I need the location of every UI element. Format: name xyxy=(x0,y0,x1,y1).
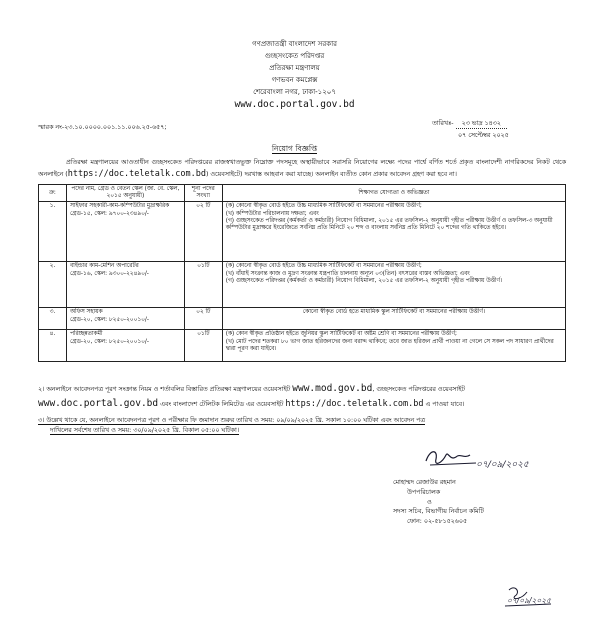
signatory-name: মোহাম্মদ রেজাউর রহমান xyxy=(393,479,456,486)
address-line-2: শেরেবাংলা নগর, ঢাকা-১২০৭ xyxy=(253,88,336,96)
qualification-item: (খ) বাঁধাই সংক্রান্ত কাজ ও মুদ্রণ সংক্রান্ত যন্ত্রপাতি চালনায় অন্যূন ০৩(তিন) বৎসরের বাস্তব অভিজ্ঞতা; এবং xyxy=(225,270,470,277)
row-vacancy: ০২ টি xyxy=(184,202,222,262)
date-bangla: ২৩ ভাদ্র ১৪৩২ xyxy=(456,120,507,129)
deadline-line-2: দাখিলের সর্বশেষ তারিখ ও সময়: ৩০/০৯/২০২৫ খ্রি. বিকাল ০৫:০০ ঘটিকা। xyxy=(50,427,240,435)
initial-stamp xyxy=(501,582,557,610)
row-vacancy: ০২ টি xyxy=(184,308,222,330)
intro-paragraph: প্রতিরক্ষা মন্ত্রণালয়ের আওতাধীন গুচ্ছসংকেত পরিদপ্তরের রাজস্বখাতভুক্ত নিম্নোক্ত পদসমূহে অস্থায়ীভাবে সরাসরি নিয়োগের লক্ষ্যে পদের পার্শ্বে বর্ণিত শর্তে প্রকৃত বাংলাদেশী নাগরিকদের নিকট থেকে অনলাইনে (https://doc.teletalk.com.bd) ওয়েবসাইটে) দরখাস্ত আহবান করা যাচ্ছে। অনলাইন ব্যতীত কোন প্রকার আবেদন গ্রহণ করা হবে না। xyxy=(38,159,566,179)
table-row xyxy=(39,262,566,308)
row-qualification xyxy=(222,202,565,262)
date-english: ০৭ সেপ্টেম্বর ২০২৫ xyxy=(458,132,509,139)
date-label: তারিখঃ- xyxy=(432,120,454,127)
row-qualification xyxy=(222,330,565,362)
qualification-item: (ক) কোনো স্বীকৃত বোর্ড হইতে উচ্চ মাধ্যমিক সার্টিফিকেট বা সমমানের পরীক্ষায় উত্তীর্ণ; xyxy=(225,263,422,270)
table-row xyxy=(39,202,566,262)
signatory-title: উপপরিচালক xyxy=(407,488,441,496)
header-serial: ক্র: xyxy=(39,185,67,202)
header-vacancy: শূন্য পদের সংখ্যা xyxy=(184,185,222,202)
signatory-and: ও xyxy=(427,498,432,506)
doc-website-link[interactable]: www.doc.portal.gov.bd xyxy=(38,398,159,410)
qualification-item: কোনো স্বীকৃত বোর্ড হতে মাধ্যমিক স্কুল সার্টিফিকেট বা সমমানের পরীক্ষায় উত্তীর্ণ। xyxy=(302,309,485,316)
post-name: সাইফার সহকারী-কাম-কম্পিউটার মুদ্রাক্ষরিক xyxy=(69,203,170,210)
header-qualification: শিক্ষাগত যোগ্যতা ও অভিজ্ঞতা xyxy=(222,185,565,202)
department-name: গুচ্ছসংকেত পরিদপ্তর xyxy=(264,52,325,60)
row-post xyxy=(66,308,184,330)
table-row xyxy=(39,330,566,362)
qualification-item: (ক) কোন স্বীকৃত প্রতিষ্ঠান হইতে জুনিয়র স্কুল সার্টিফিকেট বা অষ্টম শ্রেণি বা সমমানের পরীক্ষায় উত্তীর্ণ; xyxy=(225,331,457,338)
address-line-1: গণভবন কমপ্লেক্স xyxy=(271,76,318,84)
row-vacancy: ০১টি xyxy=(184,330,222,362)
qualification-item: (খ) কম্পিউটার পরিচালনায় দক্ষতা; এবং xyxy=(225,210,319,217)
qualification-item: (গ) গুচ্ছসংকেত পরিদপ্তর (কর্মকর্তা ও কর্মচারী) নিয়োগ বিধিমালা, ২০১৫ এর তফসিল-২ অনুযায়ী গৃহীত পরীক্ষায় উত্তীর্ণ। xyxy=(225,277,503,284)
table-row xyxy=(39,308,566,330)
post-grade: গ্রেড-২০, স্কেল: ৮২৫০-২০০১০/- xyxy=(69,316,149,323)
signatory-block xyxy=(393,478,543,527)
instructions-paragraph: ২। অনলাইনে আবেদনপত্র পূরণ সংক্রান্ত নিয়ম ও শর্তাবলির বিস্তারিত প্রতিরক্ষা মন্ত্রণালয়ের ওয়েবসাইট www.mod.gov.bd, গুচ্ছসংকেত পরিদপ্তরের ওয়েবসাইট www.doc.portal.gov.bd এবং বাংলাদেশ টেলিটক লিমিটেড এর ওয়েবসাইট https://doc.teletalk.com.bd এ পাওয়া যাবে। xyxy=(38,383,465,410)
deadline-line-1: ৩। উল্লেখ থাকে যে, অনলাইনে আবেদনপত্র পূরণ ও পরীক্ষার ফি জমাদান শুরুর তারিখ ও সময়: ০৯/০৯/২০২৫ খ্রি. সকাল ১০:০০ ঘটিকা এবং আবেদন পত্র xyxy=(38,417,425,424)
mod-website-link[interactable]: www.mod.gov.bd xyxy=(292,383,373,394)
govt-name: গণপ্রজাতন্ত্রী বাংলাদেশ সরকার xyxy=(252,40,337,48)
post-grade: গ্রেড-১৫, স্কেল: ৯৭০০-২৩৪৯০/- xyxy=(69,210,149,217)
row-post xyxy=(66,330,184,362)
signature-handwritten-date: ০৭/০৯/২০২৫ xyxy=(476,460,529,470)
signature-mark xyxy=(420,443,530,473)
notice-title: নিয়োগ বিজ্ঞপ্তি xyxy=(271,144,318,153)
row-serial: ১. xyxy=(39,202,67,262)
row-serial: ৪. xyxy=(39,330,67,362)
row-serial: ৩. xyxy=(39,308,67,330)
signatory-role: সদস্য সচিব, বিভাগীয় নির্বাচন কমিটি xyxy=(393,508,484,516)
table-header-row xyxy=(39,185,566,202)
qualification-item: (ক) কোনো স্বীকৃত বোর্ড হইতে উচ্চ মাধ্যমিক সার্টিফিকেট বা সমমানের পরীক্ষায় উত্তীর্ণ; xyxy=(225,203,422,210)
post-grade: গ্রেড-১৬, স্কেল: ৯৩০০-২২৪৯০/- xyxy=(69,270,149,277)
qualification-item: (গ) গুচ্ছসংকেত পরিদপ্তর (কর্মকর্তা ও কর্মচারী) নিয়োগ বিধিমালা, ২০১৫ এর তফসিল-২ অনুযায়ী গৃহীত পরীক্ষায় উত্তীর্ণ ও তফসিল-৩ অনুযায়ী কম্পিউটার মুদ্রাক্ষরে ইংরেজিতে সর্বনিম্ন প্রতি মিনিটে ২০ শব্দ ও বাংলায় সর্বনিম্ন প্রতি মিনিটে ২০ শব্দের গতি থাকিতে হইবে। xyxy=(225,217,553,232)
post-name: অফিস সহায়ক xyxy=(69,309,103,316)
row-serial: ২. xyxy=(39,262,67,308)
post-name: পরিচ্ছন্নতাকর্মী xyxy=(69,331,103,338)
signatory-phone: ফোন: ০২-৫৮১৫২৬০৫ xyxy=(407,518,468,525)
header-website: www.doc.portal.gov.bd xyxy=(234,99,355,110)
stamp-date: ০৭/০৯/২০২৫ xyxy=(507,596,552,605)
post-grade: গ্রেড-২০, স্কেল: ৮২৫০-২০০১০/- xyxy=(69,338,149,345)
memo-number: স্মারক নং-২৩.১০.০০০০.০০১.১১.০০৬.২৫-৬৫৭; xyxy=(38,124,167,131)
ministry-name: প্রতিরক্ষা মন্ত্রণালয় xyxy=(269,64,320,72)
post-name: বাইন্ডার কাম-মেশিন অপারেটর xyxy=(69,263,139,270)
row-post xyxy=(66,262,184,308)
row-vacancy: ০১টি xyxy=(184,262,222,308)
row-qualification xyxy=(222,308,565,330)
header-post: পদের নাম, গ্রেড ও বেতন স্কেল (জা. বে. স্কেল, ২০১৫ অনুযায়ী) xyxy=(66,185,184,202)
memo-date xyxy=(432,120,509,139)
qualification-item: (খ) মোট পদের শতকরা ৮০ ভাগ জাত হরিজনদের জন্য বরাদ্দ থাকিবে; তবে জাত হরিজন প্রার্থী পাওয়া না গেলে সে সকল পদ সাধারণ প্রার্থীদের দ্বারা পূরণ করা যাইবে। xyxy=(225,338,554,352)
row-post xyxy=(66,202,184,262)
deadline-paragraph xyxy=(38,416,558,436)
row-qualification xyxy=(222,262,565,308)
intro-url: https://doc.teletalk.com.bd xyxy=(67,168,206,179)
teletalk-website-link[interactable]: https://doc.teletalk.com.bd xyxy=(285,399,424,410)
vacancy-table xyxy=(38,184,566,362)
